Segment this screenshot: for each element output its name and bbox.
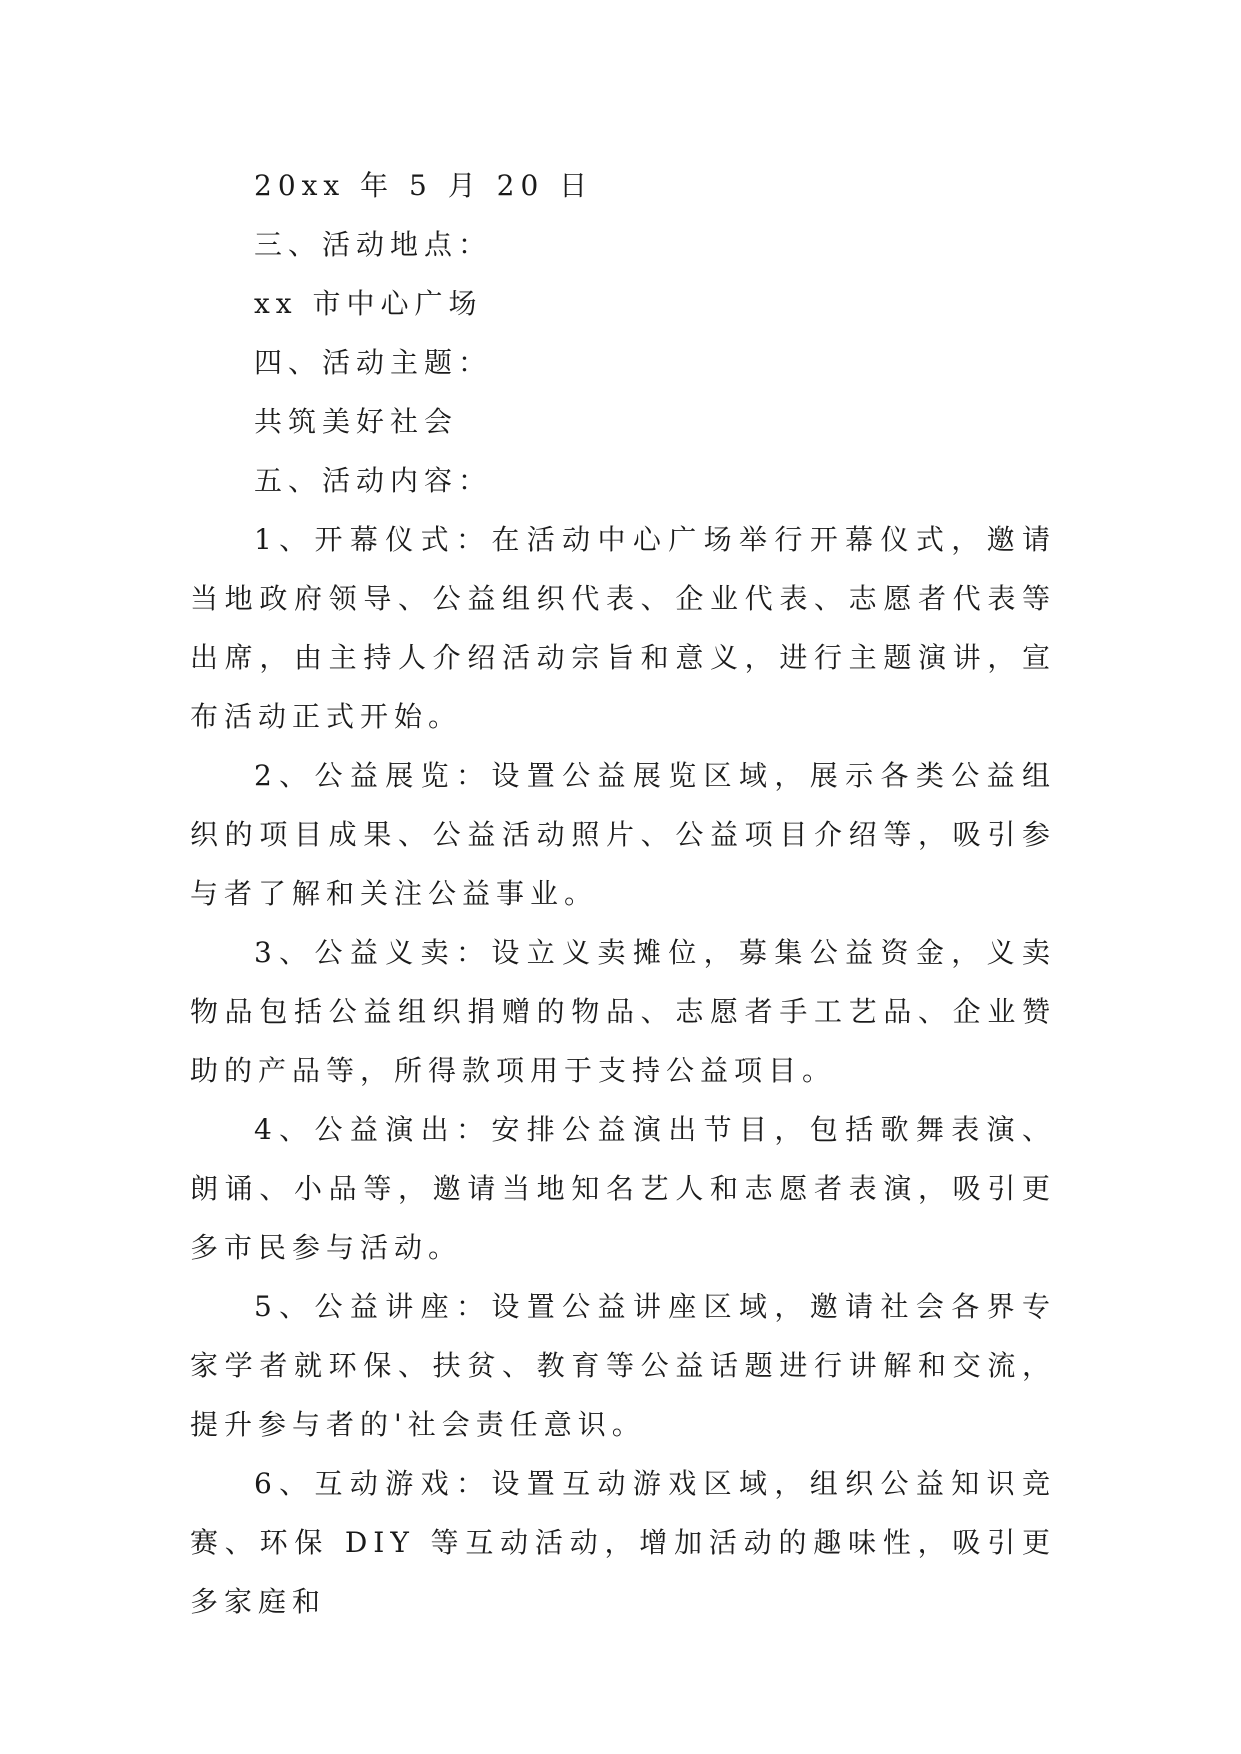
content-item-performance: 4、公益演出：安排公益演出节目，包括歌舞表演、朗诵、小品等，邀请当地知名艺人和志愿者表演，吸引更多市民参与活动。 [190, 1113, 1056, 1264]
content-item-lecture: 5、公益讲座：设置公益讲座区域，邀请社会各界专家学者就环保、扶贫、教育等公益话题进行讲解和交流，提升参与者的'社会责任意识。 [190, 1290, 1056, 1441]
content-item-charity-sale: 3、公益义卖：设立义卖摊位，募集公益资金，义卖物品包括公益组织捐赠的物品、志愿者手工艺品、企业赞助的产品等，所得款项用于支持公益项目。 [190, 936, 1056, 1087]
content-item-games: 6、互动游戏：设置互动游戏区域，组织公益知识竞赛、环保 DIY 等互动活动，增加活动的趣味性，吸引更多家庭和 [190, 1467, 1056, 1618]
section-heading-theme: 四、活动主题： [254, 346, 493, 379]
theme-text: 共筑美好社会 [254, 405, 459, 438]
date-line: 20xx 年 5 月 20 日 [254, 169, 594, 202]
content-item-exhibition: 2、公益展览：设置公益展览区域，展示各类公益组织的项目成果、公益活动照片、公益项目介绍等，吸引参与者了解和关注公益事业。 [190, 759, 1056, 910]
section-heading-location: 三、活动地点： [254, 228, 493, 261]
location-text: xx 市中心广场 [254, 287, 483, 320]
document-body [190, 156, 1056, 1631]
section-heading-content: 五、活动内容： [254, 464, 493, 497]
content-item-opening: 1、开幕仪式：在活动中心广场举行开幕仪式，邀请当地政府领导、公益组织代表、企业代表、志愿者代表等出席，由主持人介绍活动宗旨和意义，进行主题演讲，宣布活动正式开始。 [190, 523, 1056, 733]
